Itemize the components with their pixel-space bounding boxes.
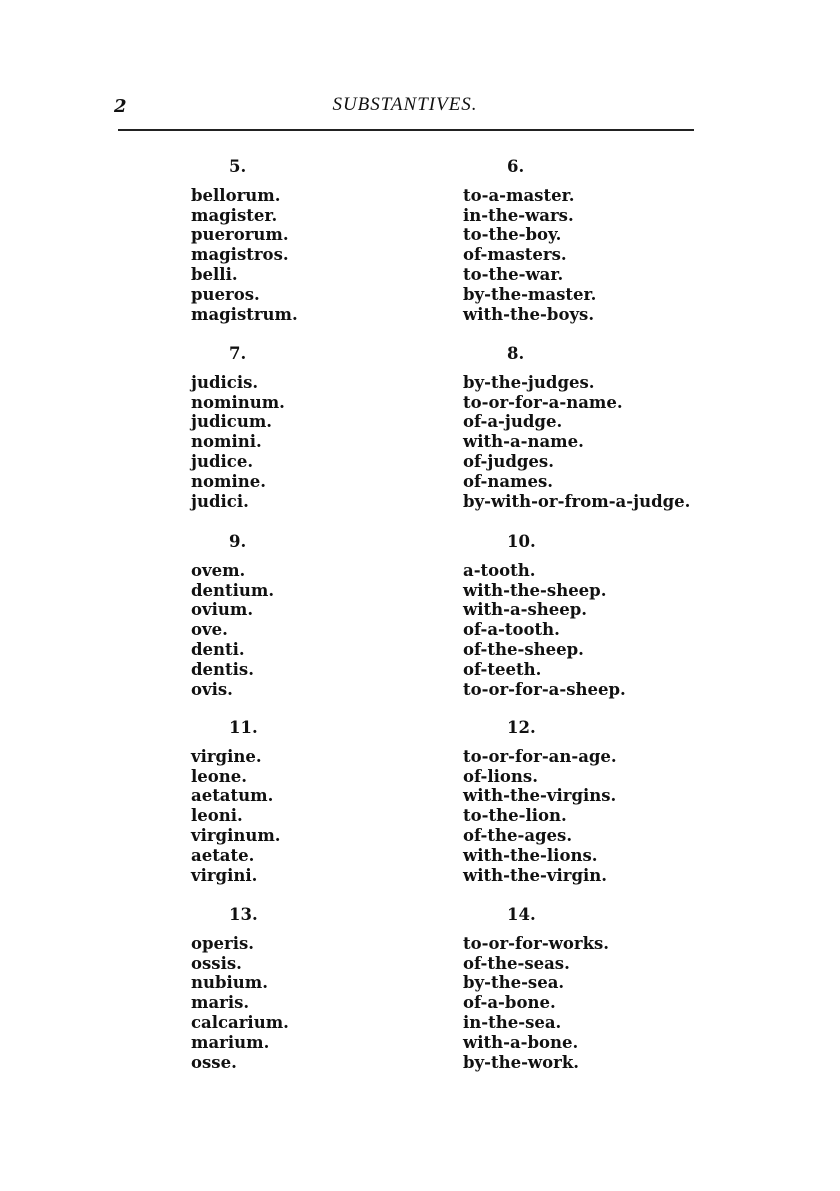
exercise-item: osse. <box>191 1052 237 1072</box>
exercise-items <box>191 561 441 700</box>
exercise-8 <box>463 344 763 511</box>
exercise-item: to-or-for-a-name. <box>463 392 623 412</box>
exercise-item: nomine. <box>191 471 266 491</box>
exercise-items <box>463 934 763 1073</box>
exercise-number: 8. <box>507 344 525 363</box>
exercise-item: with-a-sheep. <box>463 600 588 620</box>
exercise-items <box>463 373 763 512</box>
exercise-item: dentis. <box>191 659 254 679</box>
exercise-item: by-the-master. <box>463 284 597 304</box>
exercise-item: by-the-judges. <box>463 372 595 392</box>
exercise-9 <box>191 532 441 699</box>
exercise-item: with-a-bone. <box>463 1032 579 1052</box>
exercise-item: magister. <box>191 205 278 225</box>
exercise-number: 14. <box>507 905 536 924</box>
exercise-item: to-a-master. <box>463 185 575 205</box>
exercise-item: judice. <box>191 451 254 471</box>
exercise-items <box>463 186 763 325</box>
exercise-item: aetate. <box>191 845 255 865</box>
exercise-items <box>463 561 763 700</box>
exercise-12 <box>463 718 763 885</box>
exercise-13 <box>191 905 441 1072</box>
exercise-item: aetatum. <box>191 786 274 806</box>
exercise-item: dentium. <box>191 580 275 600</box>
exercise-item: leoni. <box>191 806 243 826</box>
exercise-number: 5. <box>229 157 247 176</box>
exercise-item: leone. <box>191 766 248 786</box>
exercise-number: 6. <box>507 157 525 176</box>
page-number: 2 <box>114 96 127 117</box>
exercise-item: to-the-lion. <box>463 806 567 826</box>
exercise-item: in-the-wars. <box>463 205 574 225</box>
exercise-item: in-the-sea. <box>463 1012 562 1032</box>
exercise-items <box>191 373 441 512</box>
exercise-10 <box>463 532 763 699</box>
exercise-item: judicis. <box>191 372 259 392</box>
exercise-item: with-the-sheep. <box>463 580 607 600</box>
exercise-item: marium. <box>191 1032 270 1052</box>
exercise-item: to-or-for-a-sheep. <box>463 679 626 699</box>
exercise-item: with-a-name. <box>463 432 584 452</box>
exercise-number: 11. <box>229 718 258 737</box>
exercise-item: of-the-seas. <box>463 953 570 973</box>
exercise-item: by-the-sea. <box>463 973 565 993</box>
exercise-number: 10. <box>507 532 536 551</box>
exercise-number: 9. <box>229 532 247 551</box>
exercise-item: maris. <box>191 993 250 1013</box>
exercise-item: ovem. <box>191 560 246 580</box>
exercise-14 <box>463 905 763 1072</box>
exercise-item: nominum. <box>191 392 285 412</box>
exercise-item: ove. <box>191 620 228 640</box>
exercise-item: virginum. <box>191 825 281 845</box>
exercise-item: of-judges. <box>463 451 554 471</box>
exercise-5 <box>191 157 441 324</box>
exercise-6 <box>463 157 763 324</box>
exercise-item: judici. <box>191 491 249 511</box>
exercise-item: with-the-lions. <box>463 845 598 865</box>
exercise-item: belli. <box>191 264 238 284</box>
exercise-item: of-lions. <box>463 766 538 786</box>
exercise-item: nomini. <box>191 432 262 452</box>
exercise-item: of-teeth. <box>463 659 542 679</box>
running-head: SUBSTANTIVES. <box>332 94 478 115</box>
exercise-item: of-a-bone. <box>463 993 556 1013</box>
exercise-item: operis. <box>191 933 255 953</box>
exercise-item: virgine. <box>191 746 262 766</box>
exercise-item: with-the-boys. <box>463 304 595 324</box>
exercise-items <box>191 186 441 325</box>
exercise-item: of-a-judge. <box>463 412 563 432</box>
exercise-item: to-the-war. <box>463 264 564 284</box>
exercise-item: magistrum. <box>191 304 298 324</box>
exercise-item: bellorum. <box>191 185 281 205</box>
exercise-item: denti. <box>191 639 245 659</box>
exercise-item: virgini. <box>191 865 258 885</box>
exercise-item: a-tooth. <box>463 560 536 580</box>
exercise-number: 13. <box>229 905 258 924</box>
exercise-item: of-masters. <box>463 245 567 265</box>
exercise-items <box>191 934 441 1073</box>
exercise-item: to-or-for-an-age. <box>463 746 617 766</box>
exercise-item: ossis. <box>191 953 242 973</box>
exercise-item: magistros. <box>191 245 289 265</box>
exercise-item: to-the-boy. <box>463 225 562 245</box>
exercise-items <box>463 747 763 886</box>
exercise-item: calcarium. <box>191 1012 289 1032</box>
exercise-item: pueros. <box>191 284 260 304</box>
exercise-7 <box>191 344 441 511</box>
exercise-item: by-with-or-from-a-judge. <box>463 491 691 511</box>
exercise-item: to-or-for-works. <box>463 933 610 953</box>
exercise-item: of-names. <box>463 471 554 491</box>
exercise-number: 12. <box>507 718 536 737</box>
exercise-item: of-the-ages. <box>463 825 573 845</box>
exercise-item: ovium. <box>191 600 254 620</box>
exercise-item: puerorum. <box>191 225 289 245</box>
exercise-item: by-the-work. <box>463 1052 580 1072</box>
exercise-item: of-the-sheep. <box>463 639 584 659</box>
exercise-item: judicum. <box>191 412 273 432</box>
exercise-11 <box>191 718 441 885</box>
exercise-item: with-the-virgin. <box>463 865 607 885</box>
exercise-item: with-the-virgins. <box>463 786 617 806</box>
exercise-item: nubium. <box>191 973 268 993</box>
exercise-number: 7. <box>229 344 247 363</box>
header-rule <box>118 129 694 131</box>
exercise-item: ovis. <box>191 679 233 699</box>
exercise-items <box>191 747 441 886</box>
exercise-item: of-a-tooth. <box>463 620 560 640</box>
